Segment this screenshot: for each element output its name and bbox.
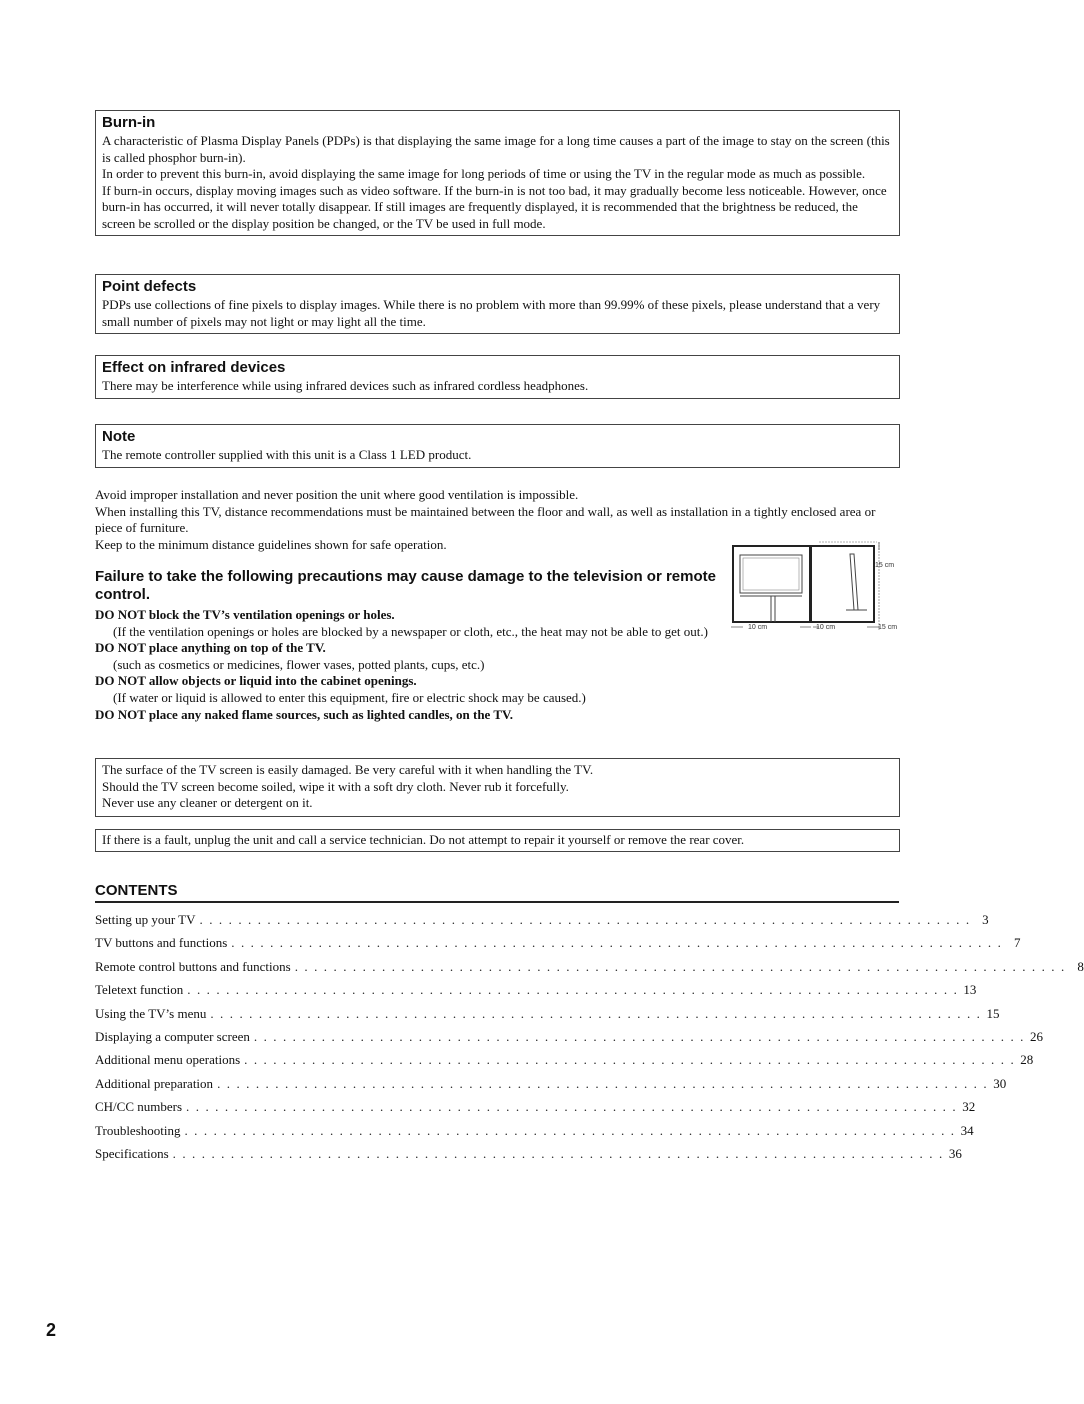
screen-care-line: The surface of the TV screen is easily damaged. Be very careful with it when handling the TV.	[102, 762, 594, 777]
toc-entry-page: 32	[962, 1099, 976, 1115]
toc-entry-page: 34	[960, 1122, 974, 1138]
toc-entry[interactable]	[95, 957, 1084, 980]
burn-in-paragraph: If burn-in occurs, display moving images such as video software. If the burn-in is not too bad, it may gradually become less noticeable. However, once burn-in has occurred, it will never totally disappear. If still images are frequently displayed, it is recommended that the brightness be reduced, the screen be scrolled or the display position be changed, or the TV be used in full mode.	[102, 182, 887, 231]
toc-entry-label: Additional menu operations	[95, 1052, 241, 1068]
front-clearance-label: 10 cm	[748, 624, 768, 631]
toc-entry[interactable]	[95, 980, 977, 1003]
toc-entry-label: CH/CC numbers	[95, 1099, 183, 1115]
toc-entry[interactable]	[95, 910, 989, 933]
toc-entry-label: Using the TV’s menu	[95, 1005, 207, 1021]
screen-care-line: Should the TV screen become soiled, wipe it with a soft dry cloth. Never rub it forcefully.	[102, 778, 569, 794]
toc-leader-dots: . . . . . . . . . . . . . . . . . . . . . . . . . . . . . . . . . . . . . . . . . . . . . . . . . . . . . . . . . . . . . . . . . . . . . . . . . . . . . . . .	[187, 982, 959, 998]
toc-entry[interactable]	[95, 1074, 1007, 1097]
toc-entry-label: Teletext function	[95, 982, 184, 998]
table-of-contents	[95, 910, 1084, 1167]
toc-entry-page: 15	[986, 1005, 1000, 1021]
contents-title: CONTENTS	[95, 882, 899, 903]
toc-leader-dots: . . . . . . . . . . . . . . . . . . . . . . . . . . . . . . . . . . . . . . . . . . . . . . . . . . . . . . . . . . . . . . . . . . . . . . . . . . . . . . . .	[253, 1028, 1026, 1044]
installation-line: Avoid improper installation and never position the unit where good ventilation is impossible.	[95, 487, 579, 502]
toc-entry-page: 8	[1077, 958, 1084, 974]
installation-line: Keep to the minimum distance guidelines shown for safe operation.	[95, 536, 447, 552]
toc-entry-label: Troubleshooting	[95, 1122, 181, 1138]
toc-entry-label: Specifications	[95, 1145, 169, 1161]
toc-entry[interactable]	[95, 1050, 1034, 1073]
burn-in-paragraph: A characteristic of Plasma Display Panels (PDPs) is that displaying the same image for a long time causes a part of the image to stay on the screen (this is called phosphor burn-in).	[102, 133, 890, 165]
note-text: The remote controller supplied with this unit is a Class 1 LED product.	[102, 447, 472, 462]
top-clearance-label: 15 cm	[875, 562, 895, 569]
screen-care-box	[95, 758, 900, 817]
tv-front-screen	[740, 555, 802, 593]
toc-entry-label: Displaying a computer screen	[95, 1028, 250, 1044]
toc-leader-dots: . . . . . . . . . . . . . . . . . . . . . . . . . . . . . . . . . . . . . . . . . . . . . . . . . . . . . . . . . . . . . . . . . . . . . . . . . . . . . . . .	[210, 1005, 982, 1021]
toc-entry-label: Setting up your TV	[95, 912, 196, 927]
infrared-text: There may be interference while using infrared devices such as infrared cordless headphones.	[102, 378, 589, 393]
point-defects-box	[95, 274, 900, 334]
screen-care-line: Never use any cleaner or detergent on it.	[102, 795, 313, 810]
burn-in-paragraph: In order to prevent this burn-in, avoid displaying the same image for long periods of time or using the TV in the regular mode as much as possible.	[102, 166, 866, 181]
toc-entry[interactable]	[95, 1121, 974, 1144]
warning-heading: Failure to take the following precautions may cause damage to the television or remote control.	[95, 568, 716, 603]
point-defects-title: Point defects	[102, 278, 197, 295]
toc-entry-page: 36	[948, 1145, 962, 1161]
toc-leader-dots: . . . . . . . . . . . . . . . . . . . . . . . . . . . . . . . . . . . . . . . . . . . . . . . . . . . . . . . . . . . . . . . . . . . . . . . . . . . . . . . .	[294, 958, 1066, 974]
infrared-box	[95, 355, 900, 399]
rule-detail: (such as cosmetics or medicines, flower vases, potted plants, cups, etc.)	[113, 656, 485, 672]
rule-item: DO NOT allow objects or liquid into the cabinet openings.	[95, 673, 417, 689]
rule-item: DO NOT place anything on top of the TV.	[95, 640, 326, 656]
toc-entry-label: TV buttons and functions	[95, 935, 228, 951]
toc-entry[interactable]	[95, 1097, 976, 1120]
toc-entry-page: 13	[963, 982, 977, 998]
note-title: Note	[102, 428, 136, 445]
ventilation-clearance-diagram	[727, 540, 902, 632]
toc-entry-label: Additional preparation	[95, 1075, 214, 1091]
toc-leader-dots: . . . . . . . . . . . . . . . . . . . . . . . . . . . . . . . . . . . . . . . . . . . . . . . . . . . . . . . . . . . . . . . . . . . . . . . . . . . . . . . .	[244, 1052, 1016, 1068]
toc-leader-dots: . . . . . . . . . . . . . . . . . . . . . . . . . . . . . . . . . . . . . . . . . . . . . . . . . . . . . . . . . . . . . . . . . . . . . . . . . . . . . . . .	[217, 1075, 989, 1091]
rule-item: DO NOT block the TV’s ventilation openings or holes.	[95, 607, 395, 622]
rule-detail: (If water or liquid is allowed to enter this equipment, fire or electric shock may be caused.)	[113, 689, 586, 705]
note-box	[95, 424, 900, 468]
toc-entry-page: 30	[993, 1075, 1007, 1091]
infrared-title: Effect on infrared devices	[102, 359, 286, 376]
tv-side-outline	[811, 546, 874, 622]
toc-entry[interactable]	[95, 1144, 962, 1167]
installation-line: When installing this TV, distance recommendations must be maintained between the floor and wall, as well as installation in a tightly enclosed area or piece of furniture.	[95, 503, 876, 535]
point-defects-text: PDPs use collections of fine pixels to display images. While there is no problem with more than 99.99% of these pixels, please understand that a very small number of pixels may not light or may light all the time.	[102, 297, 881, 329]
fault-box	[95, 829, 900, 852]
toc-entry-page: 26	[1030, 1028, 1044, 1044]
warning-rules	[95, 607, 720, 723]
toc-leader-dots: . . . . . . . . . . . . . . . . . . . . . . . . . . . . . . . . . . . . . . . . . . . . . . . . . . . . . . . . . . . . . . . . . . . . . . . . . . . . . . . .	[184, 1122, 956, 1138]
rule-item: DO NOT place any naked flame sources, such as lighted candles, on the TV.	[95, 706, 513, 722]
toc-entry-label: Remote control buttons and functions	[95, 958, 291, 974]
rear-clearance-label: 15 cm	[878, 624, 898, 631]
burn-in-title: Burn-in	[102, 114, 156, 131]
toc-entry-page: 28	[1020, 1052, 1034, 1068]
side-front-clearance-label: 10 cm	[816, 624, 836, 631]
toc-leader-dots: . . . . . . . . . . . . . . . . . . . . . . . . . . . . . . . . . . . . . . . . . . . . . . . . . . . . . . . . . . . . . . . . . . . . . . . . . . . . . . . .	[199, 912, 971, 927]
toc-leader-dots: . . . . . . . . . . . . . . . . . . . . . . . . . . . . . . . . . . . . . . . . . . . . . . . . . . . . . . . . . . . . . . . . . . . . . . . . . . . . . . . .	[172, 1145, 944, 1161]
toc-entry[interactable]	[95, 933, 1021, 956]
toc-leader-dots: . . . . . . . . . . . . . . . . . . . . . . . . . . . . . . . . . . . . . . . . . . . . . . . . . . . . . . . . . . . . . . . . . . . . . . . . . . . . . . . .	[231, 935, 1003, 951]
toc-leader-dots: . . . . . . . . . . . . . . . . . . . . . . . . . . . . . . . . . . . . . . . . . . . . . . . . . . . . . . . . . . . . . . . . . . . . . . . . . . . . . . . .	[186, 1099, 958, 1115]
fault-text: If there is a fault, unplug the unit and call a service technician. Do not attempt to repair it yourself or remove the rear cover.	[102, 832, 745, 847]
page-number: 2	[46, 1320, 57, 1340]
toc-entry[interactable]	[95, 1004, 1000, 1027]
toc-entry[interactable]	[95, 1027, 1044, 1050]
burn-in-box	[95, 110, 900, 236]
rule-detail: (If the ventilation openings or holes are blocked by a newspaper or cloth, etc., the heat may not be able to get out.)	[113, 623, 708, 639]
toc-entry-page: 7	[1013, 935, 1021, 951]
toc-entry-page: 3	[982, 912, 989, 927]
